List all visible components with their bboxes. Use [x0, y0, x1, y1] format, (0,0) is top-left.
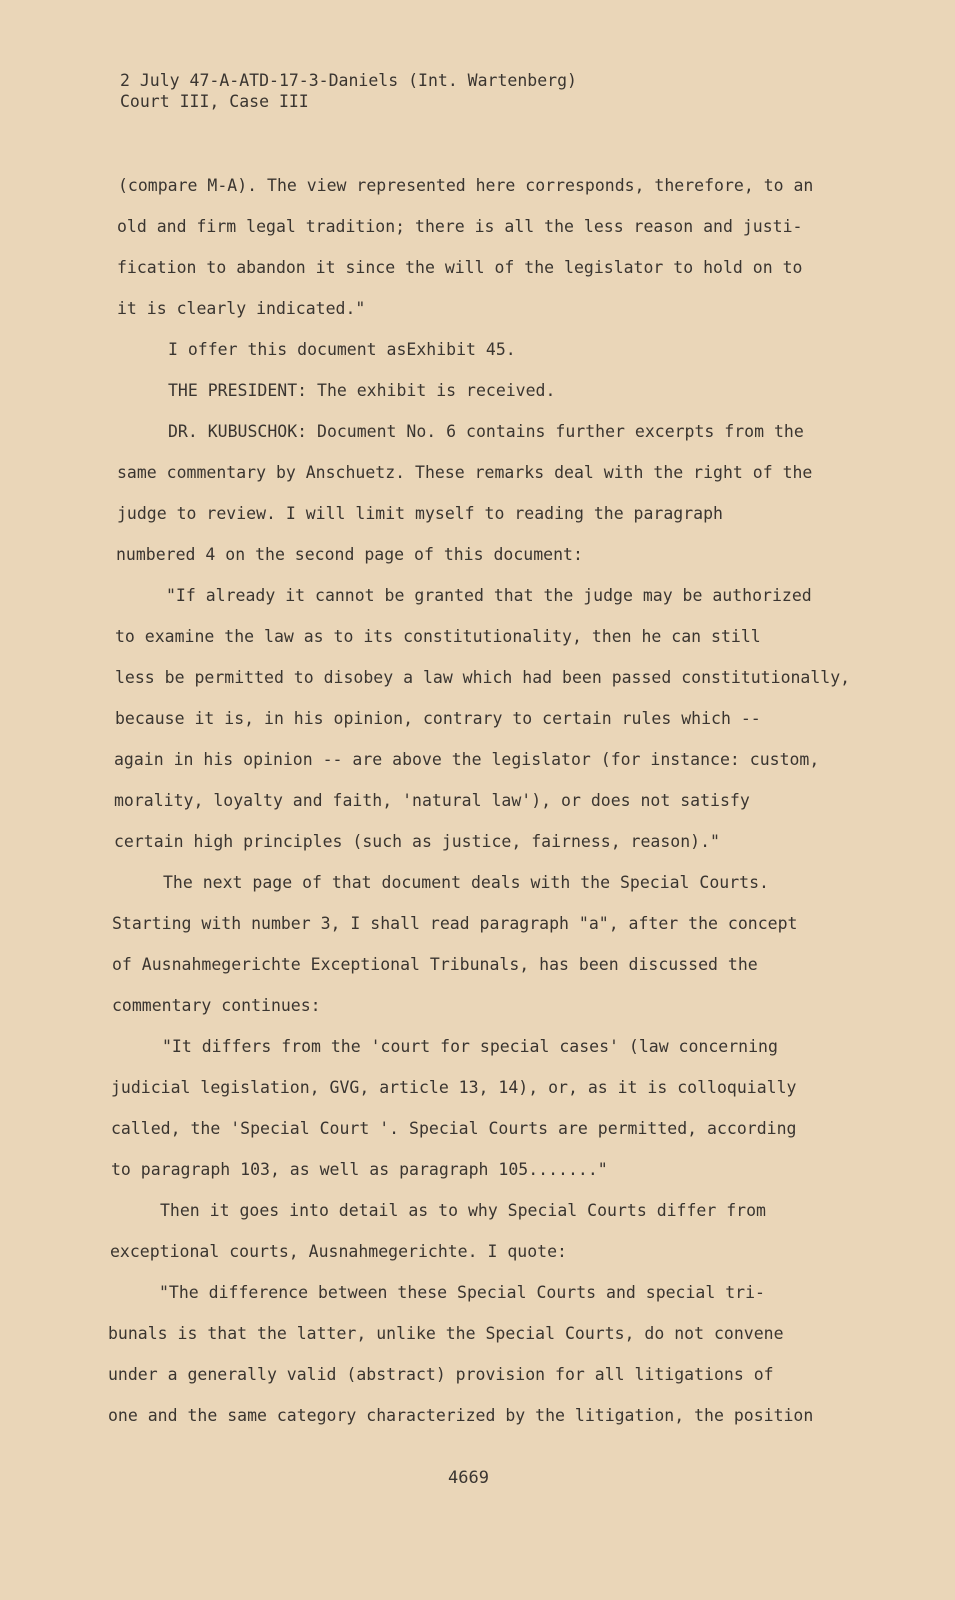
- text-line: judicial legislation, GVG, article 13, 14), or, as it is colloquially: [111, 1078, 797, 1097]
- text-line: numbered 4 on the second page of this document:: [116, 545, 583, 564]
- text-line: (compare M-A). The view represented here corresponds, therefore, to an: [118, 176, 814, 195]
- text-line: called, the 'Special Court '. Special Courts are permitted, according: [111, 1119, 797, 1138]
- text-line: "It differs from the 'court for special cases' (law concerning: [162, 1037, 778, 1056]
- text-line: morality, loyalty and faith, 'natural law'), or does not satisfy: [114, 791, 750, 810]
- text-line: commentary continues:: [112, 996, 321, 1015]
- text-line: because it is, in his opinion, contrary to certain rules which --: [115, 709, 761, 728]
- text-line: old and firm legal tradition; there is all the less reason and justi-: [117, 217, 803, 236]
- text-line: certain high principles (such as justice, fairness, reason).": [114, 832, 720, 851]
- text-line: same commentary by Anschuetz. These remarks deal with the right of the: [117, 463, 813, 482]
- text-line: one and the same category characterized by the litigation, the position: [108, 1406, 814, 1425]
- text-line: under a generally valid (abstract) provision for all litigations of: [108, 1365, 774, 1384]
- text-line: of Ausnahmegerichte Exceptional Tribunals, has been discussed the: [112, 955, 758, 974]
- text-line: The next page of that document deals with the Special Courts.: [163, 873, 769, 892]
- page-number: 4669: [448, 1468, 489, 1488]
- text-line: judge to review. I will limit myself to reading the paragraph: [117, 504, 723, 523]
- text-line: bunals is that the latter, unlike the Special Courts, do not convene: [108, 1324, 784, 1343]
- text-line: it is clearly indicated.": [117, 299, 366, 318]
- text-line: Starting with number 3, I shall read paragraph "a", after the concept: [112, 914, 798, 933]
- header-line-2: Court III, Case III: [120, 92, 309, 111]
- text-line: THE PRESIDENT: The exhibit is received.: [168, 381, 556, 400]
- document-header: [120, 70, 577, 112]
- text-line: Then it goes into detail as to why Special Courts differ from: [160, 1201, 766, 1220]
- text-line: "If already it cannot be granted that the judge may be authorized: [166, 586, 812, 605]
- text-line: to paragraph 103, as well as paragraph 105.......": [111, 1160, 608, 1179]
- text-line: to examine the law as to its constitutionality, then he can still: [115, 627, 761, 646]
- header-line-1: 2 July 47-A-ATD-17-3-Daniels (Int. Wartenberg): [120, 71, 577, 90]
- text-line: "The difference between these Special Courts and special tri-: [159, 1283, 765, 1302]
- text-line: I offer this document asExhibit 45.: [168, 340, 516, 359]
- text-line: fication to abandon it since the will of the legislator to hold on to: [117, 258, 803, 277]
- text-line: DR. KUBUSCHOK: Document No. 6 contains further excerpts from the: [168, 422, 804, 441]
- text-line: exceptional courts, Ausnahmegerichte. I quote:: [110, 1242, 567, 1261]
- text-line: again in his opinion -- are above the legislator (for instance: custom,: [114, 750, 820, 769]
- text-line: less be permitted to disobey a law which had been passed constitutionally,: [115, 668, 851, 687]
